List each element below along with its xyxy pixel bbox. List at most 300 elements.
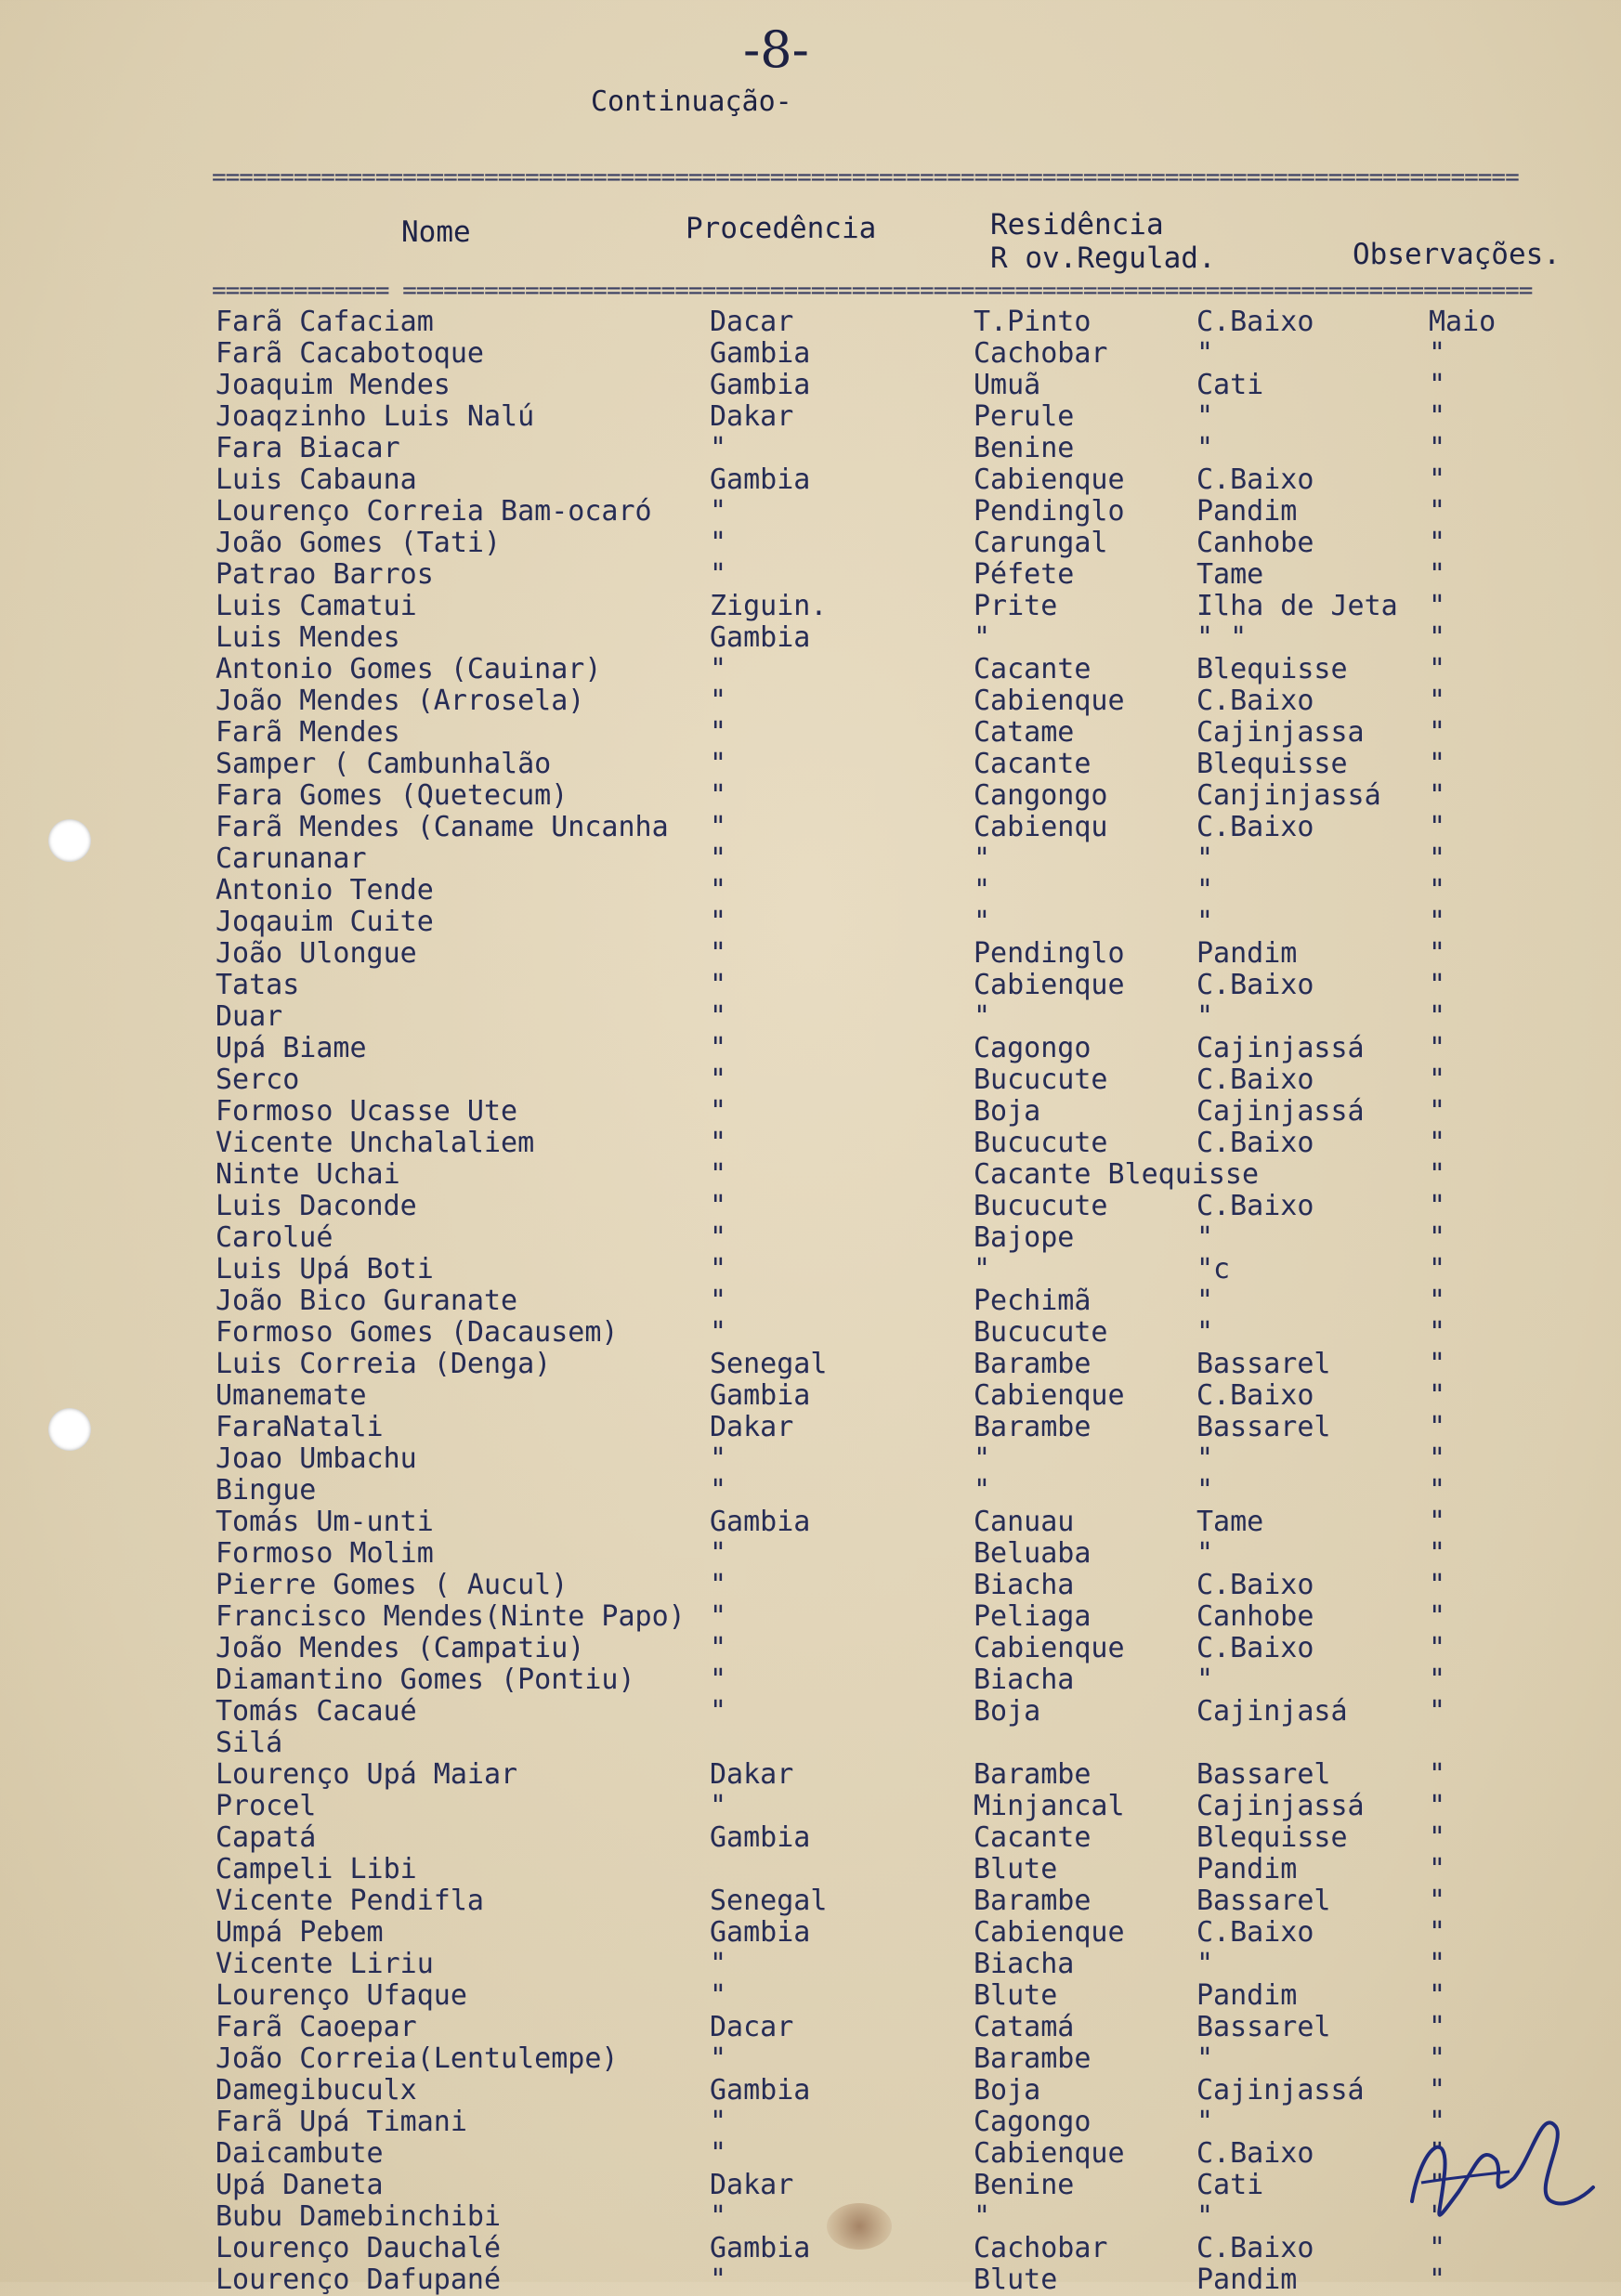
cell-name: Bubu Damebinchibi xyxy=(216,2200,502,2233)
cell-name: Luis Mendes xyxy=(216,621,400,654)
cell-observacoes: " xyxy=(1429,558,1446,591)
cell-residencia-local: Beluaba xyxy=(974,1537,1092,1570)
cell-observacoes: " xyxy=(1429,2137,1446,2170)
table-row xyxy=(212,559,1596,591)
cell-residencia-regulado: " xyxy=(1196,874,1214,907)
cell-procedencia: " xyxy=(710,1948,727,1980)
cell-procedencia: " xyxy=(710,1285,727,1317)
cell-procedencia: " xyxy=(710,716,727,749)
cell-name: Lourenço Ufaque xyxy=(216,1979,467,2012)
cell-procedencia: " xyxy=(710,937,727,970)
cell-residencia-local: Umuã xyxy=(974,369,1041,401)
cell-name: Farã Mendes xyxy=(216,716,400,749)
cell-observacoes: " xyxy=(1429,1158,1446,1191)
cell-residencia-regulado: " xyxy=(1196,842,1214,875)
cell-observacoes: " xyxy=(1429,1790,1446,1822)
cell-residencia-local: Boja xyxy=(974,1095,1041,1128)
cell-residencia-local: " xyxy=(974,1000,991,1033)
cell-procedencia: Gambia xyxy=(710,1821,811,1854)
cell-residencia-local: Péfete xyxy=(974,558,1075,591)
cell-procedencia: " xyxy=(710,1790,727,1822)
cell-residencia-local: " xyxy=(974,621,991,654)
table-row xyxy=(212,433,1596,464)
cell-procedencia: " xyxy=(710,1190,727,1222)
cell-name: Lourenço Dauchalé xyxy=(216,2232,502,2264)
cell-residencia-local: Biacha xyxy=(974,1569,1075,1601)
cell-procedencia: Gambia xyxy=(710,1506,811,1538)
cell-residencia-local: Minjancal xyxy=(974,1790,1125,1822)
table-row xyxy=(212,1759,1596,1791)
cell-name: João Ulongue xyxy=(216,937,417,970)
cell-name: Serco xyxy=(216,1063,300,1096)
cell-procedencia: Gambia xyxy=(710,1379,811,1412)
cell-observacoes: " xyxy=(1429,1885,1446,1917)
cell-residencia-regulado: Cajinjassá xyxy=(1196,1790,1365,1822)
cell-name: Luis Camatui xyxy=(216,590,417,622)
cell-observacoes: " xyxy=(1429,1821,1446,1854)
punch-hole xyxy=(48,1408,91,1451)
cell-procedencia: " xyxy=(710,1695,727,1728)
table-row xyxy=(212,1033,1596,1064)
cell-residencia-regulado: Cajinjassá xyxy=(1196,2074,1365,2107)
cell-name: Ninte Uchai xyxy=(216,1158,400,1191)
cell-observacoes: " xyxy=(1429,1853,1446,1885)
cell-observacoes: " xyxy=(1429,1379,1446,1412)
cell-residencia-local: Cabienque xyxy=(974,1916,1125,1949)
cell-residencia-regulado: C.Baixo xyxy=(1196,1127,1314,1159)
cell-observacoes: " xyxy=(1429,1758,1446,1791)
cell-name: FaraNatali xyxy=(216,1411,384,1443)
cell-name: Luis Upá Boti xyxy=(216,1253,434,1285)
punch-hole xyxy=(48,819,91,862)
cell-residencia-local: Catamá xyxy=(974,2011,1075,2043)
cell-observacoes: " xyxy=(1429,2011,1446,2043)
cell-observacoes: " xyxy=(1429,1316,1446,1349)
cell-procedencia: Dakar xyxy=(710,2169,794,2201)
cell-name: Patrao Barros xyxy=(216,558,434,591)
cell-residencia-local: Pendinglo xyxy=(974,937,1125,970)
cell-residencia-regulado: " xyxy=(1196,1285,1214,1317)
cell-name: Umpá Pebem xyxy=(216,1916,384,1949)
cell-residencia-regulado: C.Baixo xyxy=(1196,1632,1314,1664)
table-row xyxy=(212,1885,1596,1917)
table-row xyxy=(212,338,1596,370)
cell-name: Procel xyxy=(216,1790,317,1822)
cell-residencia-regulado: Cati xyxy=(1196,369,1264,401)
cell-observacoes: " xyxy=(1429,1127,1446,1159)
table-row xyxy=(212,401,1596,433)
header-residencia-sub: R ov.Regulad. xyxy=(990,241,1216,275)
table-row xyxy=(212,496,1596,528)
table-row xyxy=(212,1980,1596,2012)
table-row xyxy=(212,1728,1596,1759)
cell-procedencia: " xyxy=(710,1253,727,1285)
cell-residencia-local: Cagongo xyxy=(974,1032,1092,1064)
cell-name: Joao Umbachu xyxy=(216,1442,417,1475)
cell-residencia-regulado: Cati xyxy=(1196,2169,1264,2201)
cell-procedencia: Dakar xyxy=(710,400,794,433)
cell-residencia-local: Boja xyxy=(974,2074,1041,2107)
cell-residencia-regulado: " xyxy=(1196,1474,1214,1507)
cell-residencia-regulado: " xyxy=(1196,1000,1214,1033)
cell-name: Lourenço Upá Maiar xyxy=(216,1758,518,1791)
cell-residencia-local: " xyxy=(974,1253,991,1285)
cell-procedencia: " xyxy=(710,1979,727,2012)
cell-residencia-local: Blute xyxy=(974,2263,1058,2296)
cell-residencia-local: Pechimã xyxy=(974,1285,1092,1317)
cell-residencia-local: Cabienque xyxy=(974,685,1125,717)
cell-residencia-regulado: Bassarel xyxy=(1196,1411,1331,1443)
cell-residencia-regulado: C.Baixo xyxy=(1196,1379,1314,1412)
cell-name: Daicambute xyxy=(216,2137,384,2170)
table-row xyxy=(212,1633,1596,1664)
cell-observacoes: " xyxy=(1429,1063,1446,1096)
cell-residencia-local: Cabienqu xyxy=(974,811,1108,843)
cell-observacoes: " xyxy=(1429,1095,1446,1128)
cell-procedencia: " xyxy=(710,685,727,717)
cell-name: Luis Daconde xyxy=(216,1190,417,1222)
cell-procedencia: " xyxy=(710,1316,727,1349)
cell-observacoes: " xyxy=(1429,779,1446,812)
cell-observacoes: " xyxy=(1429,1948,1446,1980)
cell-name: Capatá xyxy=(216,1821,317,1854)
table-row xyxy=(212,1601,1596,1633)
cell-procedencia: " xyxy=(710,1127,727,1159)
cell-observacoes: " xyxy=(1429,527,1446,559)
cell-residencia-local: Barambe xyxy=(974,1758,1092,1791)
cell-residencia-local: Cacante xyxy=(974,748,1092,780)
cell-residencia-local: " xyxy=(974,906,991,938)
cell-name: Antonio Tende xyxy=(216,874,434,907)
table-row xyxy=(212,654,1596,685)
cell-residencia-local: Barambe xyxy=(974,1411,1092,1443)
table-row xyxy=(212,1696,1596,1728)
cell-residencia-local: Pendinglo xyxy=(974,495,1125,528)
cell-residencia-local: Boja xyxy=(974,1695,1041,1728)
table-row xyxy=(212,843,1596,875)
cell-residencia-regulado: Bassarel xyxy=(1196,1885,1331,1917)
header-residencia: Residência xyxy=(990,208,1164,241)
cell-residencia-regulado: " xyxy=(1196,432,1214,464)
cell-procedencia: " xyxy=(710,779,727,812)
table-row xyxy=(212,1285,1596,1317)
table-row xyxy=(212,1570,1596,1601)
handwritten-signature xyxy=(1393,2090,1598,2238)
table-row xyxy=(212,1538,1596,1570)
cell-name: Pierre Gomes ( Aucul) xyxy=(216,1569,569,1601)
cell-residencia-local: " xyxy=(974,874,991,907)
cell-residencia-regulado: Bassarel xyxy=(1196,1348,1331,1380)
cell-name: João Mendes (Campatiu) xyxy=(216,1632,585,1664)
cell-name: Samper ( Cambunhalão xyxy=(216,748,552,780)
cell-observacoes: " xyxy=(1429,716,1446,749)
stain-mark xyxy=(827,2203,892,2250)
cell-residencia-regulado: " xyxy=(1196,1948,1214,1980)
cell-observacoes: " xyxy=(1429,842,1446,875)
cell-procedencia: Dacar xyxy=(710,2011,794,2043)
cell-residencia-local: " xyxy=(974,1474,991,1507)
cell-name: Lourenço Dafupané xyxy=(216,2263,502,2296)
cell-residencia-regulado: " xyxy=(1196,2042,1214,2075)
cell-name: Francisco Mendes(Ninte Papo) xyxy=(216,1600,686,1633)
cell-name: Farã Caoepar xyxy=(216,2011,417,2043)
header-rule: ============= =================================================================================== xyxy=(212,277,1533,305)
cell-residencia-regulado: " " xyxy=(1196,621,1248,654)
cell-observacoes: " xyxy=(1429,1285,1446,1317)
cell-procedencia: Gambia xyxy=(710,621,811,654)
cell-name: Carolué xyxy=(216,1221,333,1254)
cell-residencia-local: Bucucute xyxy=(974,1127,1108,1159)
cell-name: Joqauim Cuite xyxy=(216,906,434,938)
cell-residencia-regulado: C.Baixo xyxy=(1196,1063,1314,1096)
cell-residencia-regulado: " xyxy=(1196,1663,1214,1696)
cell-observacoes: " xyxy=(1429,1600,1446,1633)
table-row xyxy=(212,2201,1596,2233)
cell-residencia-regulado: Canhobe xyxy=(1196,1600,1314,1633)
table-row xyxy=(212,2170,1596,2201)
top-rule: ================================================================================================ xyxy=(212,163,1519,191)
cell-residencia-local: Cacante xyxy=(974,653,1092,685)
cell-name: Formoso Molim xyxy=(216,1537,434,1570)
cell-observacoes: " xyxy=(1429,906,1446,938)
cell-observacoes: " xyxy=(1429,1979,1446,2012)
cell-residencia-local: Canuau xyxy=(974,1506,1075,1538)
cell-name: Farã Cacabotoque xyxy=(216,337,484,370)
cell-residencia-local: Cangongo xyxy=(974,779,1108,812)
cell-residencia-regulado: Ilha de Jeta xyxy=(1196,590,1398,622)
cell-residencia-regulado: Bassarel xyxy=(1196,1758,1331,1791)
cell-name: Vicente Pendifla xyxy=(216,1885,484,1917)
cell-residencia-local: Bajope xyxy=(974,1221,1075,1254)
table-row xyxy=(212,1128,1596,1159)
cell-residencia-regulado: Cajinjassá xyxy=(1196,1095,1365,1128)
cell-residencia-local: Carungal xyxy=(974,527,1108,559)
cell-observacoes: " xyxy=(1429,1032,1446,1064)
cell-residencia-local: Bucucute xyxy=(974,1316,1108,1349)
cell-procedencia: " xyxy=(710,495,727,528)
table-row xyxy=(212,2233,1596,2264)
cell-name: Formoso Gomes (Dacausem) xyxy=(216,1316,619,1349)
table-row xyxy=(212,1064,1596,1096)
cell-residencia-local: Cacante Blequisse xyxy=(974,1158,1260,1191)
cell-procedencia: Gambia xyxy=(710,337,811,370)
table-row xyxy=(212,780,1596,812)
cell-procedencia: " xyxy=(710,1221,727,1254)
cell-procedencia: " xyxy=(710,1474,727,1507)
cell-name: Tatas xyxy=(216,969,300,1001)
cell-observacoes: " xyxy=(1429,1695,1446,1728)
table-row xyxy=(212,622,1596,654)
cell-residencia-local: Cabienque xyxy=(974,463,1125,496)
cell-residencia-local: Prite xyxy=(974,590,1058,622)
cell-procedencia: " xyxy=(710,1537,727,1570)
cell-name: Campeli Libi xyxy=(216,1853,417,1885)
cell-observacoes: " xyxy=(1429,463,1446,496)
cell-residencia-regulado: " xyxy=(1196,337,1214,370)
cell-procedencia: " xyxy=(710,969,727,1001)
header-procedencia: Procedência xyxy=(686,212,877,245)
cell-residencia-regulado: Tame xyxy=(1196,1506,1264,1538)
cell-residencia-regulado: Cajinjasá xyxy=(1196,1695,1348,1728)
cell-procedencia: " xyxy=(710,748,727,780)
cell-name: João Mendes (Arrosela) xyxy=(216,685,585,717)
cell-procedencia: Ziguin. xyxy=(710,590,828,622)
cell-observacoes: " xyxy=(1429,1411,1446,1443)
cell-procedencia: " xyxy=(710,558,727,591)
cell-observacoes: " xyxy=(1429,874,1446,907)
table-row xyxy=(212,2075,1596,2107)
cell-residencia-regulado: " xyxy=(1196,2200,1214,2233)
cell-residencia-regulado: Canjinjassá xyxy=(1196,779,1381,812)
cell-name: Luis Cabauna xyxy=(216,463,417,496)
cell-residencia-local: Perule xyxy=(974,400,1075,433)
cell-name: Umanemate xyxy=(216,1379,367,1412)
cell-residencia-regulado: C.Baixo xyxy=(1196,685,1314,717)
cell-residencia-local: Barambe xyxy=(974,2042,1092,2075)
cell-name: João Bico Guranate xyxy=(216,1285,518,1317)
cell-procedencia: " xyxy=(710,811,727,843)
cell-procedencia: " xyxy=(710,2106,727,2138)
cell-name: Antonio Gomes (Cauinar) xyxy=(216,653,602,685)
cell-observacoes: " xyxy=(1429,1916,1446,1949)
cell-observacoes: " xyxy=(1429,2074,1446,2107)
cell-residencia-local: " xyxy=(974,2200,991,2233)
cell-residencia-local: Biacha xyxy=(974,1663,1075,1696)
cell-name: Carunanar xyxy=(216,842,367,875)
cell-name: João Gomes (Tati) xyxy=(216,527,502,559)
table-row xyxy=(212,1380,1596,1412)
cell-procedencia: " xyxy=(710,1600,727,1633)
cell-residencia-regulado: C.Baixo xyxy=(1196,811,1314,843)
cell-residencia-local: Benine xyxy=(974,2169,1075,2201)
cell-residencia-local: Benine xyxy=(974,432,1075,464)
cell-observacoes: " xyxy=(1429,1253,1446,1285)
cell-residencia-regulado: Blequisse xyxy=(1196,653,1348,685)
cell-observacoes: " xyxy=(1429,653,1446,685)
cell-residencia-local: Blute xyxy=(974,1853,1058,1885)
cell-residencia-local: Cacante xyxy=(974,1821,1092,1854)
cell-name: João Correia(Lentulempe) xyxy=(216,2042,619,2075)
cell-procedencia: " xyxy=(710,527,727,559)
cell-procedencia: " xyxy=(710,2137,727,2170)
table-row xyxy=(212,1349,1596,1380)
cell-procedencia: Gambia xyxy=(710,463,811,496)
table-row xyxy=(212,591,1596,622)
cell-name: Tomás Cacaué xyxy=(216,1695,417,1728)
cell-residencia-regulado: " xyxy=(1196,400,1214,433)
cell-residencia-regulado: Cajinjassa xyxy=(1196,716,1365,749)
cell-name: Luis Correia (Denga) xyxy=(216,1348,552,1380)
cell-residencia-local: T.Pinto xyxy=(974,306,1092,338)
cell-residencia-local: Blute xyxy=(974,1979,1058,2012)
cell-procedencia: " xyxy=(710,1032,727,1064)
cell-procedencia: " xyxy=(710,874,727,907)
cell-procedencia: " xyxy=(710,2042,727,2075)
cell-procedencia: " xyxy=(710,1063,727,1096)
cell-procedencia: Gambia xyxy=(710,2232,811,2264)
table-row xyxy=(212,528,1596,559)
cell-observacoes: " xyxy=(1429,1632,1446,1664)
table-row xyxy=(212,1949,1596,1980)
page-number: -8- xyxy=(743,20,809,79)
cell-observacoes: " xyxy=(1429,1190,1446,1222)
table-row xyxy=(212,1917,1596,1949)
cell-observacoes: " xyxy=(1429,432,1446,464)
cell-residencia-regulado: Blequisse xyxy=(1196,1821,1348,1854)
cell-residencia-regulado: C.Baixo xyxy=(1196,1916,1314,1949)
cell-observacoes: " xyxy=(1429,369,1446,401)
cell-observacoes: " xyxy=(1429,2106,1446,2138)
cell-residencia-regulado: Bassarel xyxy=(1196,2011,1331,2043)
cell-procedencia: " xyxy=(710,1442,727,1475)
table-row xyxy=(212,1791,1596,1822)
cell-name: Upá Biame xyxy=(216,1032,367,1064)
table-row xyxy=(212,370,1596,401)
cell-observacoes: " xyxy=(1429,1506,1446,1538)
header-observacoes: Observações. xyxy=(1353,238,1561,271)
cell-observacoes: " xyxy=(1429,1442,1446,1475)
cell-observacoes: " xyxy=(1429,2263,1446,2296)
cell-observacoes: " xyxy=(1429,748,1446,780)
cell-residencia-regulado: " xyxy=(1196,1537,1214,1570)
cell-residencia-regulado: Pandim xyxy=(1196,2263,1298,2296)
cell-procedencia: Dakar xyxy=(710,1758,794,1791)
table-row xyxy=(212,1159,1596,1191)
cell-procedencia: Senegal xyxy=(710,1885,828,1917)
cell-residencia-local: Bucucute xyxy=(974,1063,1108,1096)
table-row xyxy=(212,1254,1596,1285)
cell-observacoes: " xyxy=(1429,2169,1446,2201)
table-row xyxy=(212,2264,1596,2296)
table-row xyxy=(212,2043,1596,2075)
table-row xyxy=(212,938,1596,970)
cell-observacoes: " xyxy=(1429,969,1446,1001)
cell-name: Farã Mendes (Caname Uncanha xyxy=(216,811,669,843)
continuation-heading: Continuação- xyxy=(591,85,792,118)
table-row xyxy=(212,1191,1596,1222)
cell-procedencia: " xyxy=(710,1158,727,1191)
cell-residencia-local: " xyxy=(974,1442,991,1475)
cell-observacoes: " xyxy=(1429,1000,1446,1033)
cell-name: Farã Upá Timani xyxy=(216,2106,467,2138)
cell-procedencia: " xyxy=(710,842,727,875)
table-row xyxy=(212,1822,1596,1854)
table-row xyxy=(212,2012,1596,2043)
cell-observacoes: " xyxy=(1429,2232,1446,2264)
cell-residencia-regulado: Pandim xyxy=(1196,495,1298,528)
table-row xyxy=(212,1412,1596,1443)
cell-residencia-regulado: " xyxy=(1196,906,1214,938)
cell-observacoes: " xyxy=(1429,2042,1446,2075)
cell-procedencia: Gambia xyxy=(710,2074,811,2107)
table-row xyxy=(212,812,1596,843)
cell-observacoes: " xyxy=(1429,1663,1446,1696)
table-row xyxy=(212,1443,1596,1475)
cell-residencia-local: Barambe xyxy=(974,1348,1092,1380)
cell-procedencia: Senegal xyxy=(710,1348,828,1380)
cell-observacoes: " xyxy=(1429,1474,1446,1507)
cell-residencia-regulado: Pandim xyxy=(1196,1979,1298,2012)
cell-residencia-regulado: Tame xyxy=(1196,558,1264,591)
table-row xyxy=(212,1507,1596,1538)
cell-residencia-regulado: C.Baixo xyxy=(1196,1569,1314,1601)
cell-observacoes: " xyxy=(1429,937,1446,970)
cell-observacoes: Maio xyxy=(1429,306,1497,338)
cell-name: Fara Gomes (Quetecum) xyxy=(216,779,569,812)
table-row xyxy=(212,1001,1596,1033)
cell-observacoes: " xyxy=(1429,1348,1446,1380)
cell-residencia-regulado: "c xyxy=(1196,1253,1231,1285)
